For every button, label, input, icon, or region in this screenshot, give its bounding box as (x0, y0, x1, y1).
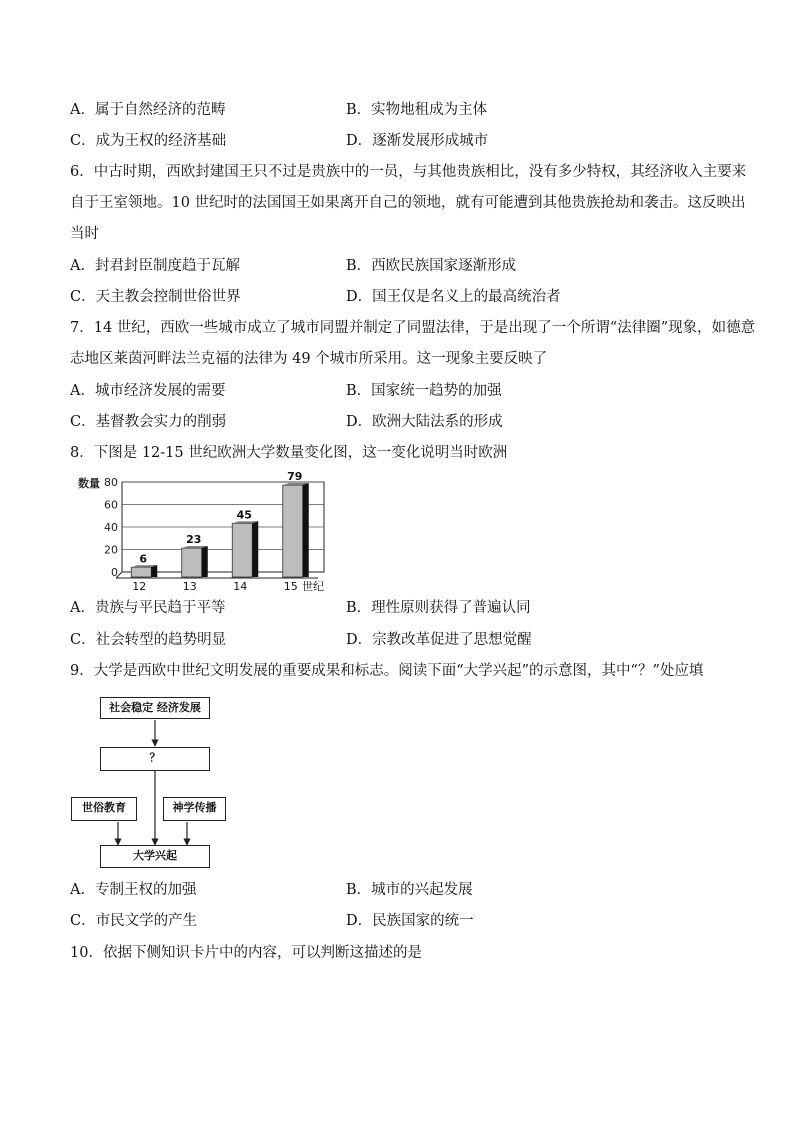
q6-stem-line-1: 6．中古时期，西欧封建国王只不过是贵族中的一员，与其他贵族相比，没有多少特权，其经济收入主要来 (70, 164, 747, 180)
q5-option-d: D．逐渐发展形成城市 (346, 133, 489, 149)
bar (182, 548, 202, 577)
x-tick-label: 14 (233, 580, 248, 592)
y-tick-label: 0 (111, 566, 118, 579)
q8-stem: 8．下图是 12-15 世纪欧洲大学数量变化图，这一变化说明当时欧洲 (70, 445, 508, 461)
diagram-box-top: 社会稳定 经济发展 (100, 697, 210, 719)
university-count-bar-chart (70, 466, 340, 592)
q5-option-c: C．成为王权的经济基础 (70, 133, 227, 149)
q5-option-b: B．实物地租成为主体 (346, 102, 488, 118)
q6-option-c: C．天主教会控制世俗世界 (70, 289, 241, 305)
q9-stem: 9．大学是西欧中世纪文明发展的重要成果和标志。阅读下面“大学兴起”的示意图，其中“？”处应填 (70, 663, 704, 679)
diagram-box-right: 神学传播 (163, 797, 226, 821)
x-tick-label: 12 (132, 580, 147, 592)
q7-stem-line-1: 7．14 世纪，西欧一些城市成立了城市同盟并制定了同盟法律，于是出现了一个所谓“法律圈”现象，如德意 (70, 320, 756, 336)
q8-option-d: D．宗教改革促进了思想觉醒 (346, 632, 532, 648)
bar (232, 523, 252, 577)
diagram-box-bottom: 大学兴起 (100, 845, 210, 868)
diagram-box-middle: ？ (100, 747, 210, 771)
x-tick-label: 13 (182, 580, 197, 592)
y-tick-label: 80 (104, 476, 118, 489)
q9-option-b: B．城市的兴起发展 (346, 882, 473, 898)
bar-side (151, 565, 157, 577)
q7-option-b: B．国家统一趋势的加强 (346, 383, 502, 399)
q8-option-c: C．社会转型的趋势明显 (70, 632, 227, 648)
q7-option-a: A．城市经济发展的需要 (70, 383, 226, 399)
q6-option-a: A．封君封臣制度趋于瓦解 (70, 258, 240, 274)
y-tick-label: 40 (104, 521, 118, 534)
q6-stem-line-2: 自于王室领地。10 世纪时的法国国王如果离开自己的领地，就有可能遭到其他贵族抢劫和袭击。这反映出 (70, 195, 746, 211)
x-tick-label: 15 (283, 580, 298, 592)
bar-side (303, 483, 309, 577)
q5-option-a: A．属于自然经济的范畴 (70, 102, 226, 118)
q7-stem-line-2: 志地区莱茵河畔法兰克福的法律为 49 个城市所采用。这一现象主要反映了 (70, 351, 548, 367)
data-label: 6 (139, 552, 148, 566)
q8-option-a: A．贵族与平民趋于平等 (70, 600, 226, 616)
q7-option-c: C．基督教会实力的削弱 (70, 414, 227, 430)
data-label: 45 (236, 508, 252, 522)
x-axis-label: 世纪 (302, 580, 324, 592)
q9-option-d: D．民族国家的统一 (346, 913, 474, 929)
q9-option-a: A．专制王权的加强 (70, 882, 197, 898)
q6-stem-line-3: 当时 (70, 226, 99, 242)
y-tick-label: 20 (104, 543, 118, 557)
data-label: 23 (186, 533, 202, 547)
y-tick-label: 60 (104, 498, 118, 512)
q6-option-b: B．西欧民族国家逐渐形成 (346, 258, 517, 274)
y-axis-label: 数量 (78, 477, 100, 490)
q7-option-d: D．欧洲大陆法系的形成 (346, 414, 503, 430)
bar (283, 485, 303, 577)
bar (131, 567, 151, 577)
bar-side (202, 546, 208, 577)
q10-stem: 10．依据下侧知识卡片中的内容，可以判断这描述的是 (70, 945, 422, 961)
q9-option-c: C．市民文学的产生 (70, 913, 198, 929)
diagram-box-left: 世俗教育 (71, 797, 137, 821)
q8-option-b: B．理性原则获得了普遍认同 (346, 600, 531, 616)
data-label: 79 (287, 470, 303, 484)
bar-side (252, 521, 258, 577)
q6-option-d: D．国王仅是名义上的最高统治者 (346, 289, 561, 305)
